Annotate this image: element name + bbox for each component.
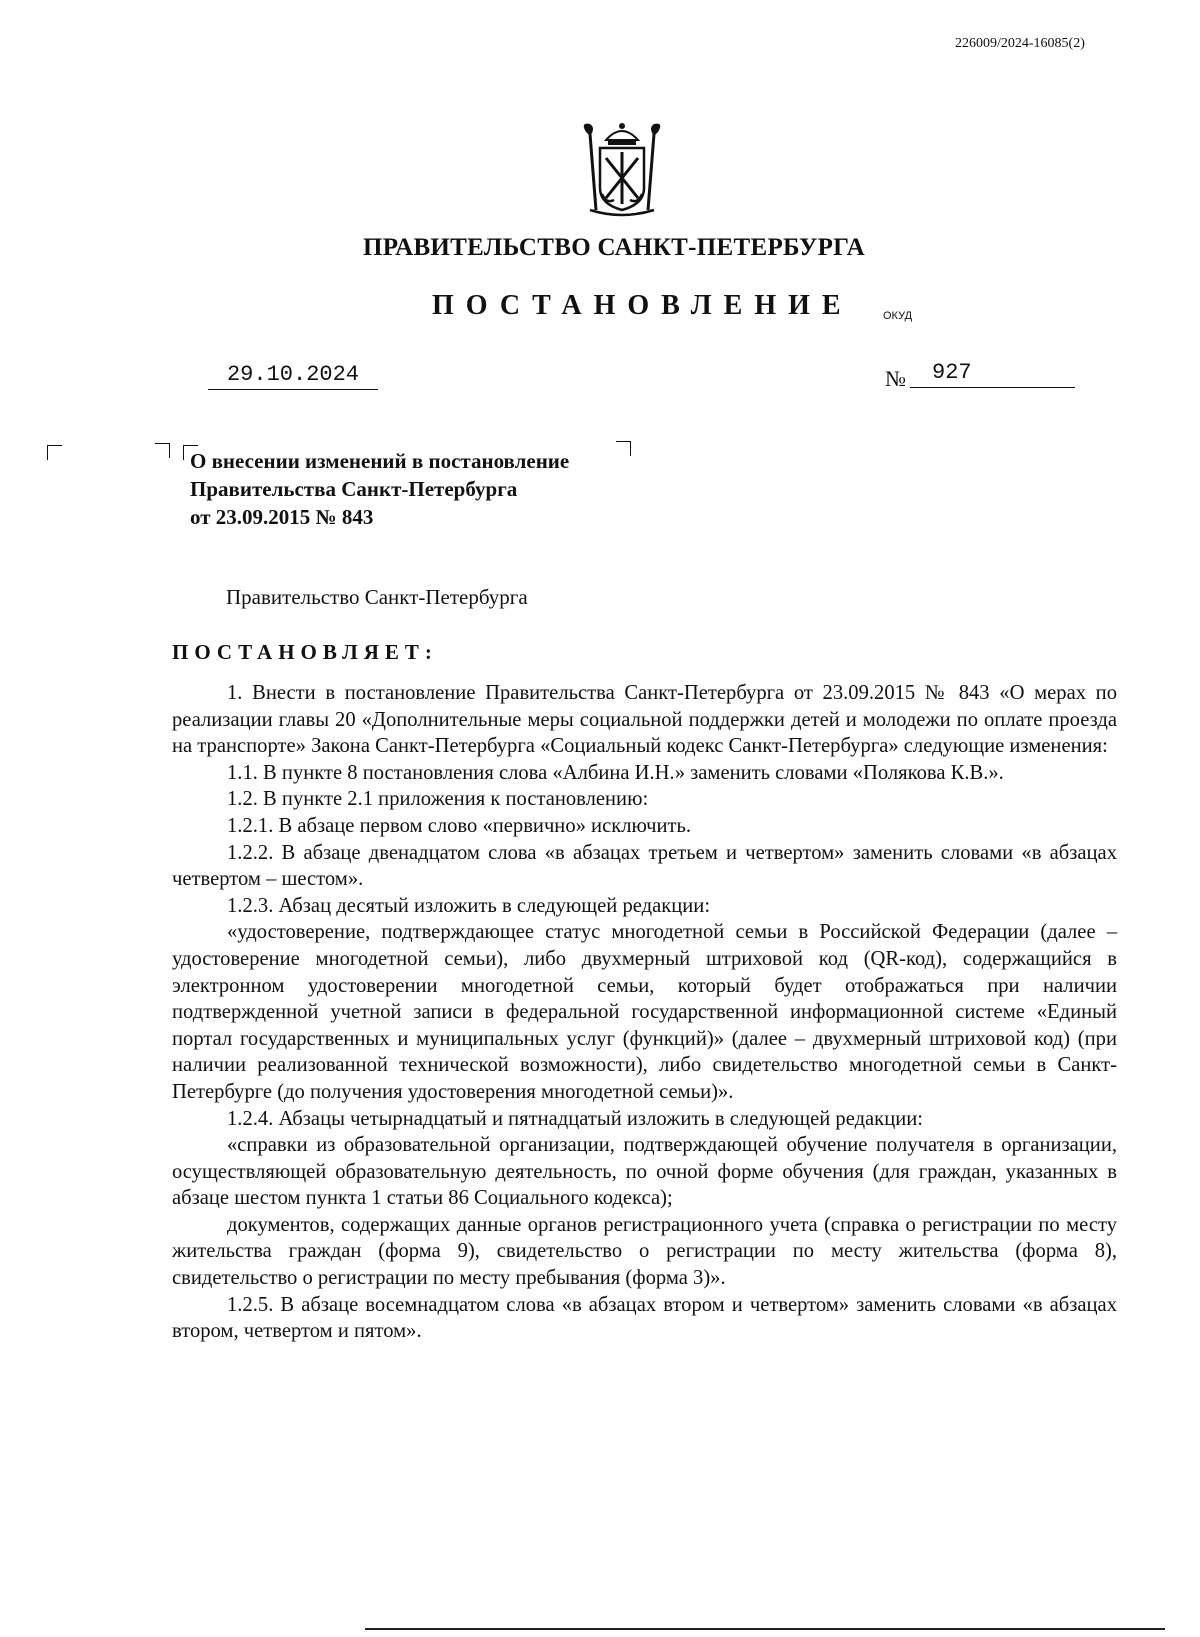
document-body (172, 680, 1117, 1345)
preamble: Правительство Санкт-Петербурга (226, 585, 528, 609)
document-type-title: ПОСТАНОВЛЕНИЕ (432, 290, 853, 321)
coat-of-arms-icon (576, 118, 668, 218)
paragraph: документов, содержащих данные органов регистрационного учета (справка о регистрации по месту жительства граждан (форма 9), свидетельство о регистрации по месту жительства (форма 8), свидетельство о регистрации по месту пребывания (форма 3)». (172, 1213, 1117, 1290)
subject-line: О внесении изменений в постановление (190, 449, 570, 473)
document-date: 29.10.2024 (208, 362, 378, 390)
paragraph: 1.2.4. Абзацы четырнадцатый и пятнадцатый изложить в следующей редакции: (227, 1107, 923, 1130)
paragraph: «справки из образовательной организации, подтверждающей обучение получателя в организации, осуществляющей образовательную деятельность, по очной форме обучения (для граждан, указанных в абзаце шестом пункта 1 статьи 86 Социального кодекса); (172, 1134, 1117, 1210)
resolves-heading: ПОСТАНОВЛЯЕТ: (172, 640, 438, 664)
subject-line: Правительства Санкт-Петербурга (190, 477, 518, 501)
corner-mark (155, 443, 170, 458)
paragraph: 1.2.1. В абзаце первом слово «первично» исключить. (227, 814, 692, 837)
subject-line: от 23.09.2015 № 843 (190, 505, 374, 529)
document-subject (190, 447, 569, 531)
okud-label: ОКУД (883, 310, 913, 322)
scan-edge-line (365, 1628, 1165, 1630)
document-id: 226009/2024-16085(2) (955, 36, 1085, 51)
corner-mark (47, 445, 62, 460)
number-sign: № (885, 366, 906, 391)
paragraph: 1.2.3. Абзац десятый изложить в следующей редакции: (227, 894, 711, 917)
paragraph: 1.1. В пункте 8 постановления слова «Албина И.Н.» заменить словами «Полякова К.В.». (227, 761, 1004, 784)
paragraph: «удостоверение, подтверждающее статус многодетной семьи в Российской Федерации (далее – удостоверение многодетной семьи), либо двухмерный штриховой код (QR-код), содержащийся в электронном удостоверении многодетной семьи, который будет отображаться при наличии подтвержденной учетной записи в федеральной государственной информационной системе «Единый портал государственных и муниципальных услуг (функций)» (далее – двухмерный штриховой код) (при наличии реализованной технической возможности), либо свидетельство многодетной семьи в Санкт-Петербурге (до получения удостоверения многодетной семьи)». (172, 921, 1117, 1103)
paragraph: 1. Внести в постановление Правительства Санкт-Петербурга от 23.09.2015 № 843 «О мерах по реализации главы 20 «Дополнительные меры социальной поддержки детей и молодежи по оплате проезда на транспорте» Закона Санкт-Петербурга «Социальный кодекс Санкт-Петербурга» следующие изменения: (172, 682, 1117, 758)
document-number: 927 (910, 360, 1075, 388)
government-title: ПРАВИТЕЛЬСТВО САНКТ-ПЕТЕРБУРГА (362, 234, 866, 261)
paragraph: 1.2.5. В абзаце восемнадцатом слова «в абзацах втором и четвертом» заменить словами «в абзацах втором, четвертом и пятом». (172, 1293, 1117, 1343)
paragraph: 1.2. В пункте 2.1 приложения к постановлению: (227, 788, 649, 811)
corner-mark (616, 441, 631, 456)
paragraph: 1.2.2. В абзаце двенадцатом слова «в абзацах третьем и четвертом» заменить словами «в абзацах четвертом – шестом». (172, 841, 1117, 891)
